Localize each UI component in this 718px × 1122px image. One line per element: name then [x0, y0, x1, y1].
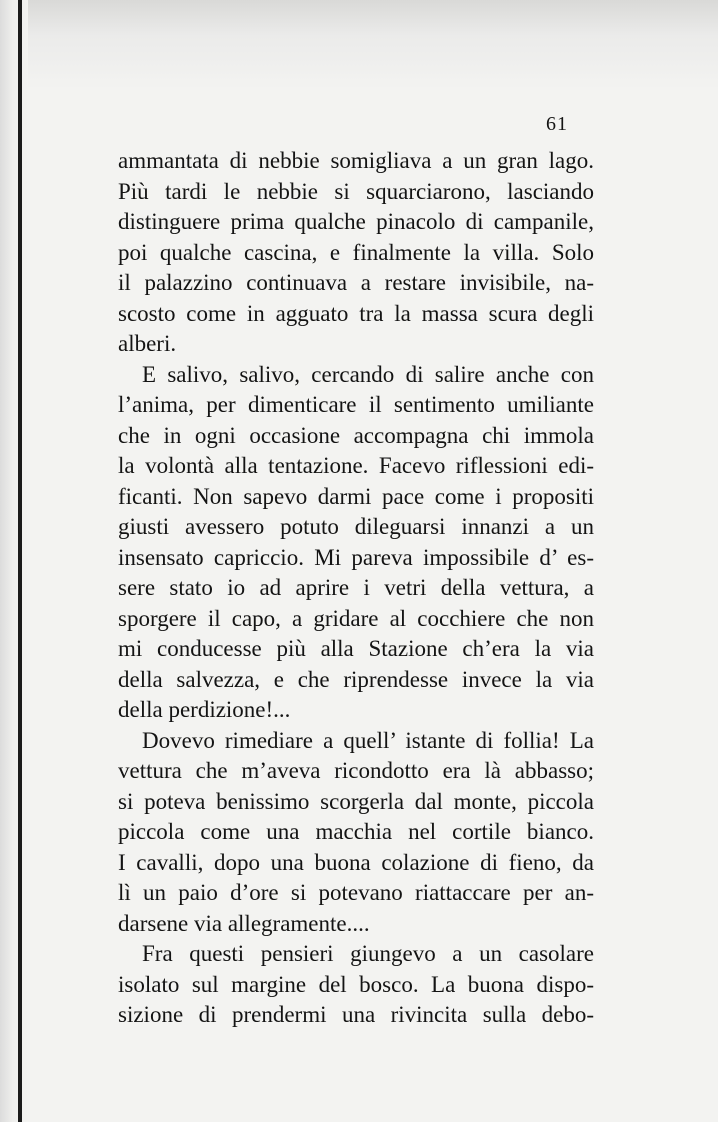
text-line: poi qualche cascina, e finalmente la villa. Solo — [118, 239, 594, 265]
text-line: ammantata di nebbie somigliava a un gran lago. — [118, 148, 594, 173]
text-line: darsene via allegramente.... — [118, 910, 370, 936]
text-line: della perdizione!... — [118, 697, 291, 722]
text-line: la volontà alla tentazione. Facevo riflessioni edi- — [118, 453, 594, 478]
text-line: piccola come una macchia nel cortile bianco. — [118, 819, 594, 844]
text-line: lì un paio d’ore si potevano riattaccare per an- — [118, 880, 594, 905]
text-line: il palazzino continuava a restare invisibile, na- — [118, 270, 594, 295]
text-line: che in ogni occasione accompagna chi immola — [118, 422, 594, 448]
text-line: scosto come in agguato tra la massa scura degli — [118, 300, 594, 326]
text-line: insensato capriccio. Mi pareva impossibile d’ es- — [118, 544, 594, 570]
text-line: E salivo, salivo, cercando di salire anche con — [142, 361, 594, 387]
text-line: sizione di prendermi una rivincita sulla debo- — [118, 1002, 594, 1027]
text-line: sporgere il capo, a gridare al cocchiere che non — [118, 605, 594, 631]
text-line: Fra questi pensieri giungevo a un casolare — [142, 941, 594, 966]
scan-top-shade — [0, 0, 718, 90]
text-line: giusti avessero potuto dileguarsi innanzi a un — [118, 514, 594, 539]
page-spine-edge — [18, 0, 22, 1122]
page-number: 61 — [546, 113, 568, 135]
text-line: I cavalli, dopo una buona colazione di fieno, da — [118, 849, 594, 875]
text-line: l’anima, per dimenticare il sentimento umiliante — [118, 392, 594, 417]
text-line: della salvezza, e che riprendesse invece la via — [118, 666, 594, 692]
text-line: alberi. — [118, 331, 177, 356]
text-line: distinguere prima qualche pinacolo di campanile, — [118, 209, 594, 234]
text-line: Dovevo rimediare a quell’ istante di follia! La — [142, 727, 594, 753]
text-line: Più tardi le nebbie si squarciarono, lasciando — [118, 178, 594, 204]
text-line: vettura che m’aveva ricondotto era là abbasso; — [118, 758, 594, 783]
text-line: sere stato io ad aprire i vetri della vettura, a — [118, 575, 594, 600]
text-line: si poteva benissimo scorgerla dal monte, piccola — [118, 788, 594, 814]
text-line: mi conducesse più alla Stazione ch’era la via — [118, 636, 594, 661]
body-text — [118, 146, 594, 1031]
text-line: isolato sul margine del bosco. La buona dispo- — [118, 971, 594, 997]
text-line: ficanti. Non sapevo darmi pace come i propositi — [118, 483, 594, 509]
page-spine-shadow — [0, 0, 28, 1122]
